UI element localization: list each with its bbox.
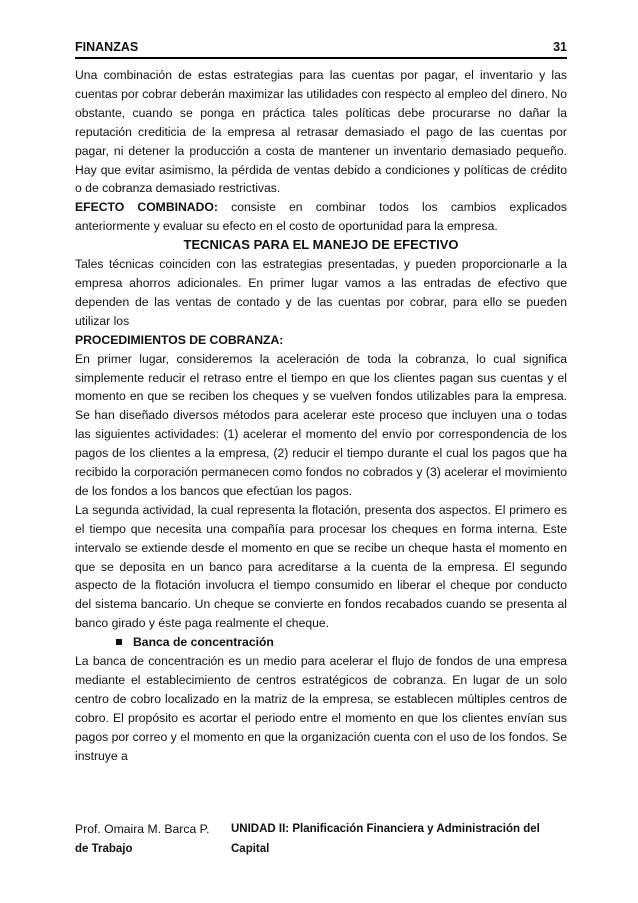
footer-unit-title-continued: de Trabajo [75, 843, 133, 855]
header-title: FINANZAS [75, 40, 139, 54]
page-footer [75, 819, 567, 859]
page-header [75, 40, 567, 58]
section-title: TECNICAS PARA EL MANEJO DE EFECTIVO [183, 237, 459, 253]
paragraph-aceleracion-cobranza: En primer lugar, consideremos la aceleración de toda la cobranza, lo cual significa simplemente reducir el retraso entre el tiempo en que los clientes pagan sus cuentas y el momento en que se reciben los cheques y se vuelven fondos utilizables para la empresa. Se han diseñado diversos métodos para acelerar este proceso que incluyen una o todas las siguientes actividades: (1) acelerar el momento del envío por correspondencia de los pagos de los clientes a la empresa, (2) reducir el tiempo durante el cual los pagos que ha recibido la corporación permanecen como fondos no cobrados y (3) acelerar el movimiento de los fondos a los bancos que efectúan los pagos. [75, 351, 567, 498]
footer-author: Prof. Omaira M. Barca P. [75, 822, 210, 836]
paragraph-efecto-combinado [75, 198, 567, 236]
paragraph-strategies: Una combinación de estas estrategias para las cuentas por pagar, el inventario y las cuentas por cobrar deberán maximizar las utilidades con respecto al empleo del dinero. No obstante, cuando se ponga en práctica tales políticas debe procurarse no dañar la reputación crediticia de la empresa al retrasar demasiado el pago de las cuentas por pagar, ni detener la producción a costa de mantener un inventario demasiado pequeño. Hay que evitar asimismo, la pérdida de ventas debido a condiciones y políticas de crédito o de cobranza demasiado restrictivas. [75, 68, 567, 196]
bullet-banca-concentracion [75, 633, 567, 652]
bullet-label: Banca de concentración [133, 635, 274, 650]
paragraph-banca-concentracion: La banca de concentración es un medio para acelerar el flujo de fondos de una empresa mediante el establecimiento de centros estratégicos de cobranza. En lugar de un solo centro de cobro localizado en la matriz de la empresa, se establecen múltiples centros de cobro. El propósito es acortar el periodo entre el momento en que los clientes envían sus pagos por correo y el momento en que la organización cuenta con el uso de los fondos. Se instruye a [75, 654, 567, 763]
efecto-combinado-label: EFECTO COMBINADO: [75, 200, 218, 215]
paragraph-flotacion: La segunda actividad, la cual representa la flotación, presenta dos aspectos. El primero es el tiempo que necesita una compañía para procesar los cheques en forma interna. Este intervalo se extiende desde el momento en que se recibe un cheque hasta el momento en que se deposita en un banco para acreditarse a la cuenta de la empresa. El segundo aspecto de la flotación involucra el tiempo consumido en liberar el cheque por conducto del sistema bancario. Un cheque se convierte en fondos recabados cuando se presenta al banco girado y éste paga realmente el cheque. [75, 502, 567, 631]
efecto-combinado-text: consiste en combinar todos los cambios explicados anteriormente y evaluar su efecto en el costo de oportunidad para la empresa. [75, 200, 567, 234]
page-number: 31 [553, 40, 567, 54]
page-body [75, 66, 567, 766]
heading-procedimientos-cobranza: PROCEDIMIENTOS DE COBRANZA: [75, 332, 284, 347]
paragraph-tecnicas: Tales técnicas coinciden con las estrategias presentadas, y pueden proporcionarle a la empresa ahorros adicionales. En primer lugar vamos a las entradas de efectivo que dependen de las ventas de contado y de las cuentas por cobrar, para ello se pueden utilizar los [75, 257, 567, 328]
header-rule [75, 57, 567, 59]
square-bullet-icon [116, 639, 122, 645]
footer-unit-title: UNIDAD II: Planificación Financiera y Administración del Capital [231, 823, 540, 855]
